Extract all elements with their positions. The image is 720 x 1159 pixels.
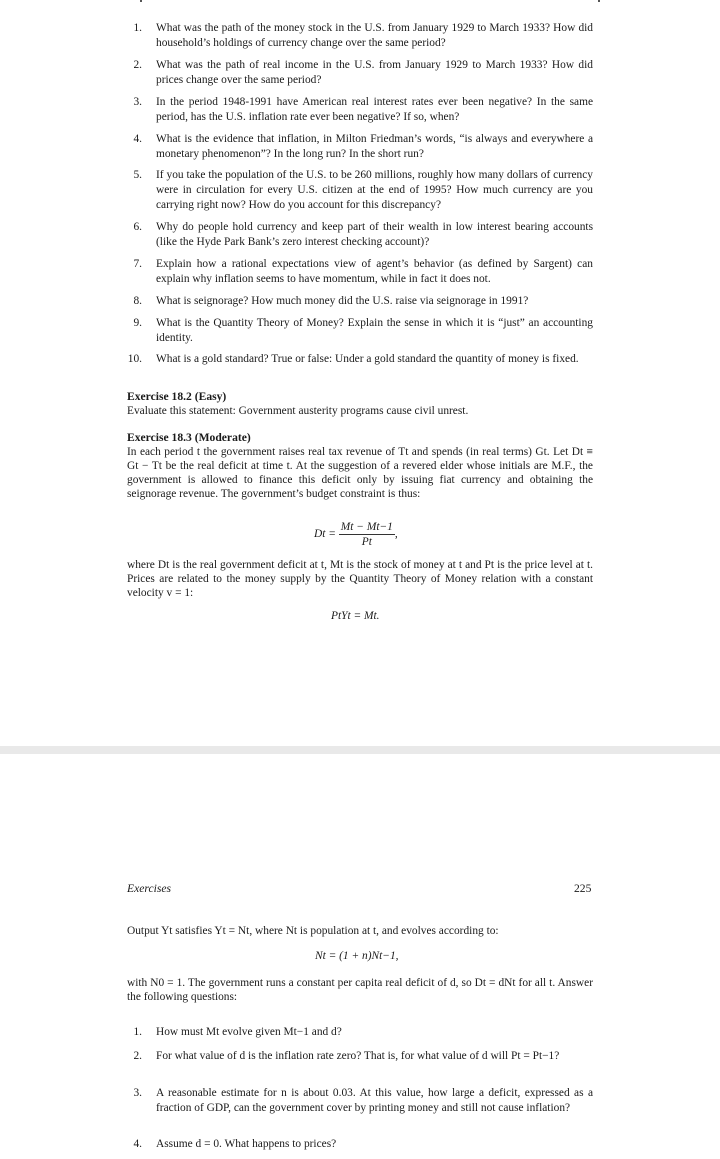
page-lower	[0, 754, 720, 1159]
list-item: 2. What was the path of real income in the U.S. from January 1929 to March 1933? How did prices change over the same period?	[133, 59, 593, 86]
list-item: 10. What is a gold standard? True or false: Under a gold standard the quantity of money is fixed.	[127, 353, 579, 365]
list-item: 4. Assume d = 0. What happens to prices?	[133, 1138, 337, 1150]
list-item: 2. For what value of d is the inflation rate zero? That is, for what value of d will Pt = Pt−1?	[133, 1050, 560, 1062]
exercise-18-2-heading: Exercise 18.2 (Easy)	[127, 390, 227, 403]
exercise-18-3-text: In each period t the government raises real tax revenue of Tt and spends (in real terms) Gt. Let Dt ≡ Gt − Tt be the real deficit at time t. At the suggestion of a revered elder whose initials are M.F., the government is allowed to finance this deficit only by issuing fiat currency and obtaining the seignorage revenue. The government’s budget constraint is thus:	[127, 446, 593, 500]
exercise-18-2-text: Evaluate this statement: Government austerity programs cause civil unrest.	[127, 405, 469, 417]
running-head: Exercises	[127, 882, 171, 895]
page-separator	[0, 746, 720, 754]
list-item: 3. In the period 1948-1991 have American real interest rates ever been negative? In the same period, has the U.S. inflation rate ever been negative? If so, when?	[133, 96, 593, 123]
output-paragraph: Output Yt satisfies Yt = Nt, where Nt is population at t, and evolves according to:	[127, 925, 499, 937]
quantity-theory-equation: PtYt = Mt.	[331, 610, 380, 622]
with-paragraph: with N0 = 1. The government runs a constant per capita real deficit of d, so Dt = dNt for all t. Answer the following questions:	[127, 977, 593, 1003]
page-number: 225	[574, 882, 592, 895]
where-paragraph: where Dt is the real government deficit at t, Mt is the stock of money at t and Pt is the price level at t. Prices are related to the money supply by the Quantity Theory of Money relation with a constant velocity v = 1:	[127, 559, 593, 599]
list-item: 9. What is the Quantity Theory of Money? Explain the sense in which it is “just” an accounting identity.	[133, 317, 593, 344]
population-equation: Nt = (1 + n)Nt−1,	[315, 950, 399, 962]
list-item: 5. If you take the population of the U.S. to be 260 millions, roughly how many dollars of currency were in circulation for every U.S. citizen at the end of 1995? How much currency are you carrying right now? How do you account for this discrepancy?	[133, 169, 593, 211]
list-item: 6. Why do people hold currency and keep part of their wealth in low interest bearing accounts (like the Hyde Park Bank’s zero interest checking account)?	[133, 221, 593, 248]
list-item: 8. What is seignorage? How much money did the U.S. raise via seignorage in 1991?	[133, 295, 529, 307]
list-item: 1. How must Mt evolve given Mt−1 and d?	[133, 1026, 342, 1038]
list-item: 7. Explain how a rational expectations view of agent’s behavior (as defined by Sargent) can explain why inflation seems to have momentum, while in fact it does not.	[133, 258, 593, 285]
page-top-rule	[140, 0, 600, 1]
exercise-18-3-heading: Exercise 18.3 (Moderate)	[127, 431, 251, 444]
budget-constraint-equation: Dt = $\frac{Mt - Mt-1}{Pt}$ ,	[314, 521, 398, 548]
list-item: 3. A reasonable estimate for n is about 0.03. At this value, how large a deficit, expressed as a fraction of GDP, can the government cover by printing money and still not cause inflation?	[133, 1087, 593, 1114]
list-item: 4. What is the evidence that inflation, in Milton Friedman’s words, “is always and everywhere a monetary phenomenon”? In the long run? In the short run?	[133, 133, 593, 160]
list-item: 1. What was the path of the money stock in the U.S. from January 1929 to March 1933? How did household’s holdings of currency change over the same period?	[133, 22, 593, 49]
equation-fraction: $\frac{Mt - Mt-1}{Pt}$	[340, 521, 393, 548]
